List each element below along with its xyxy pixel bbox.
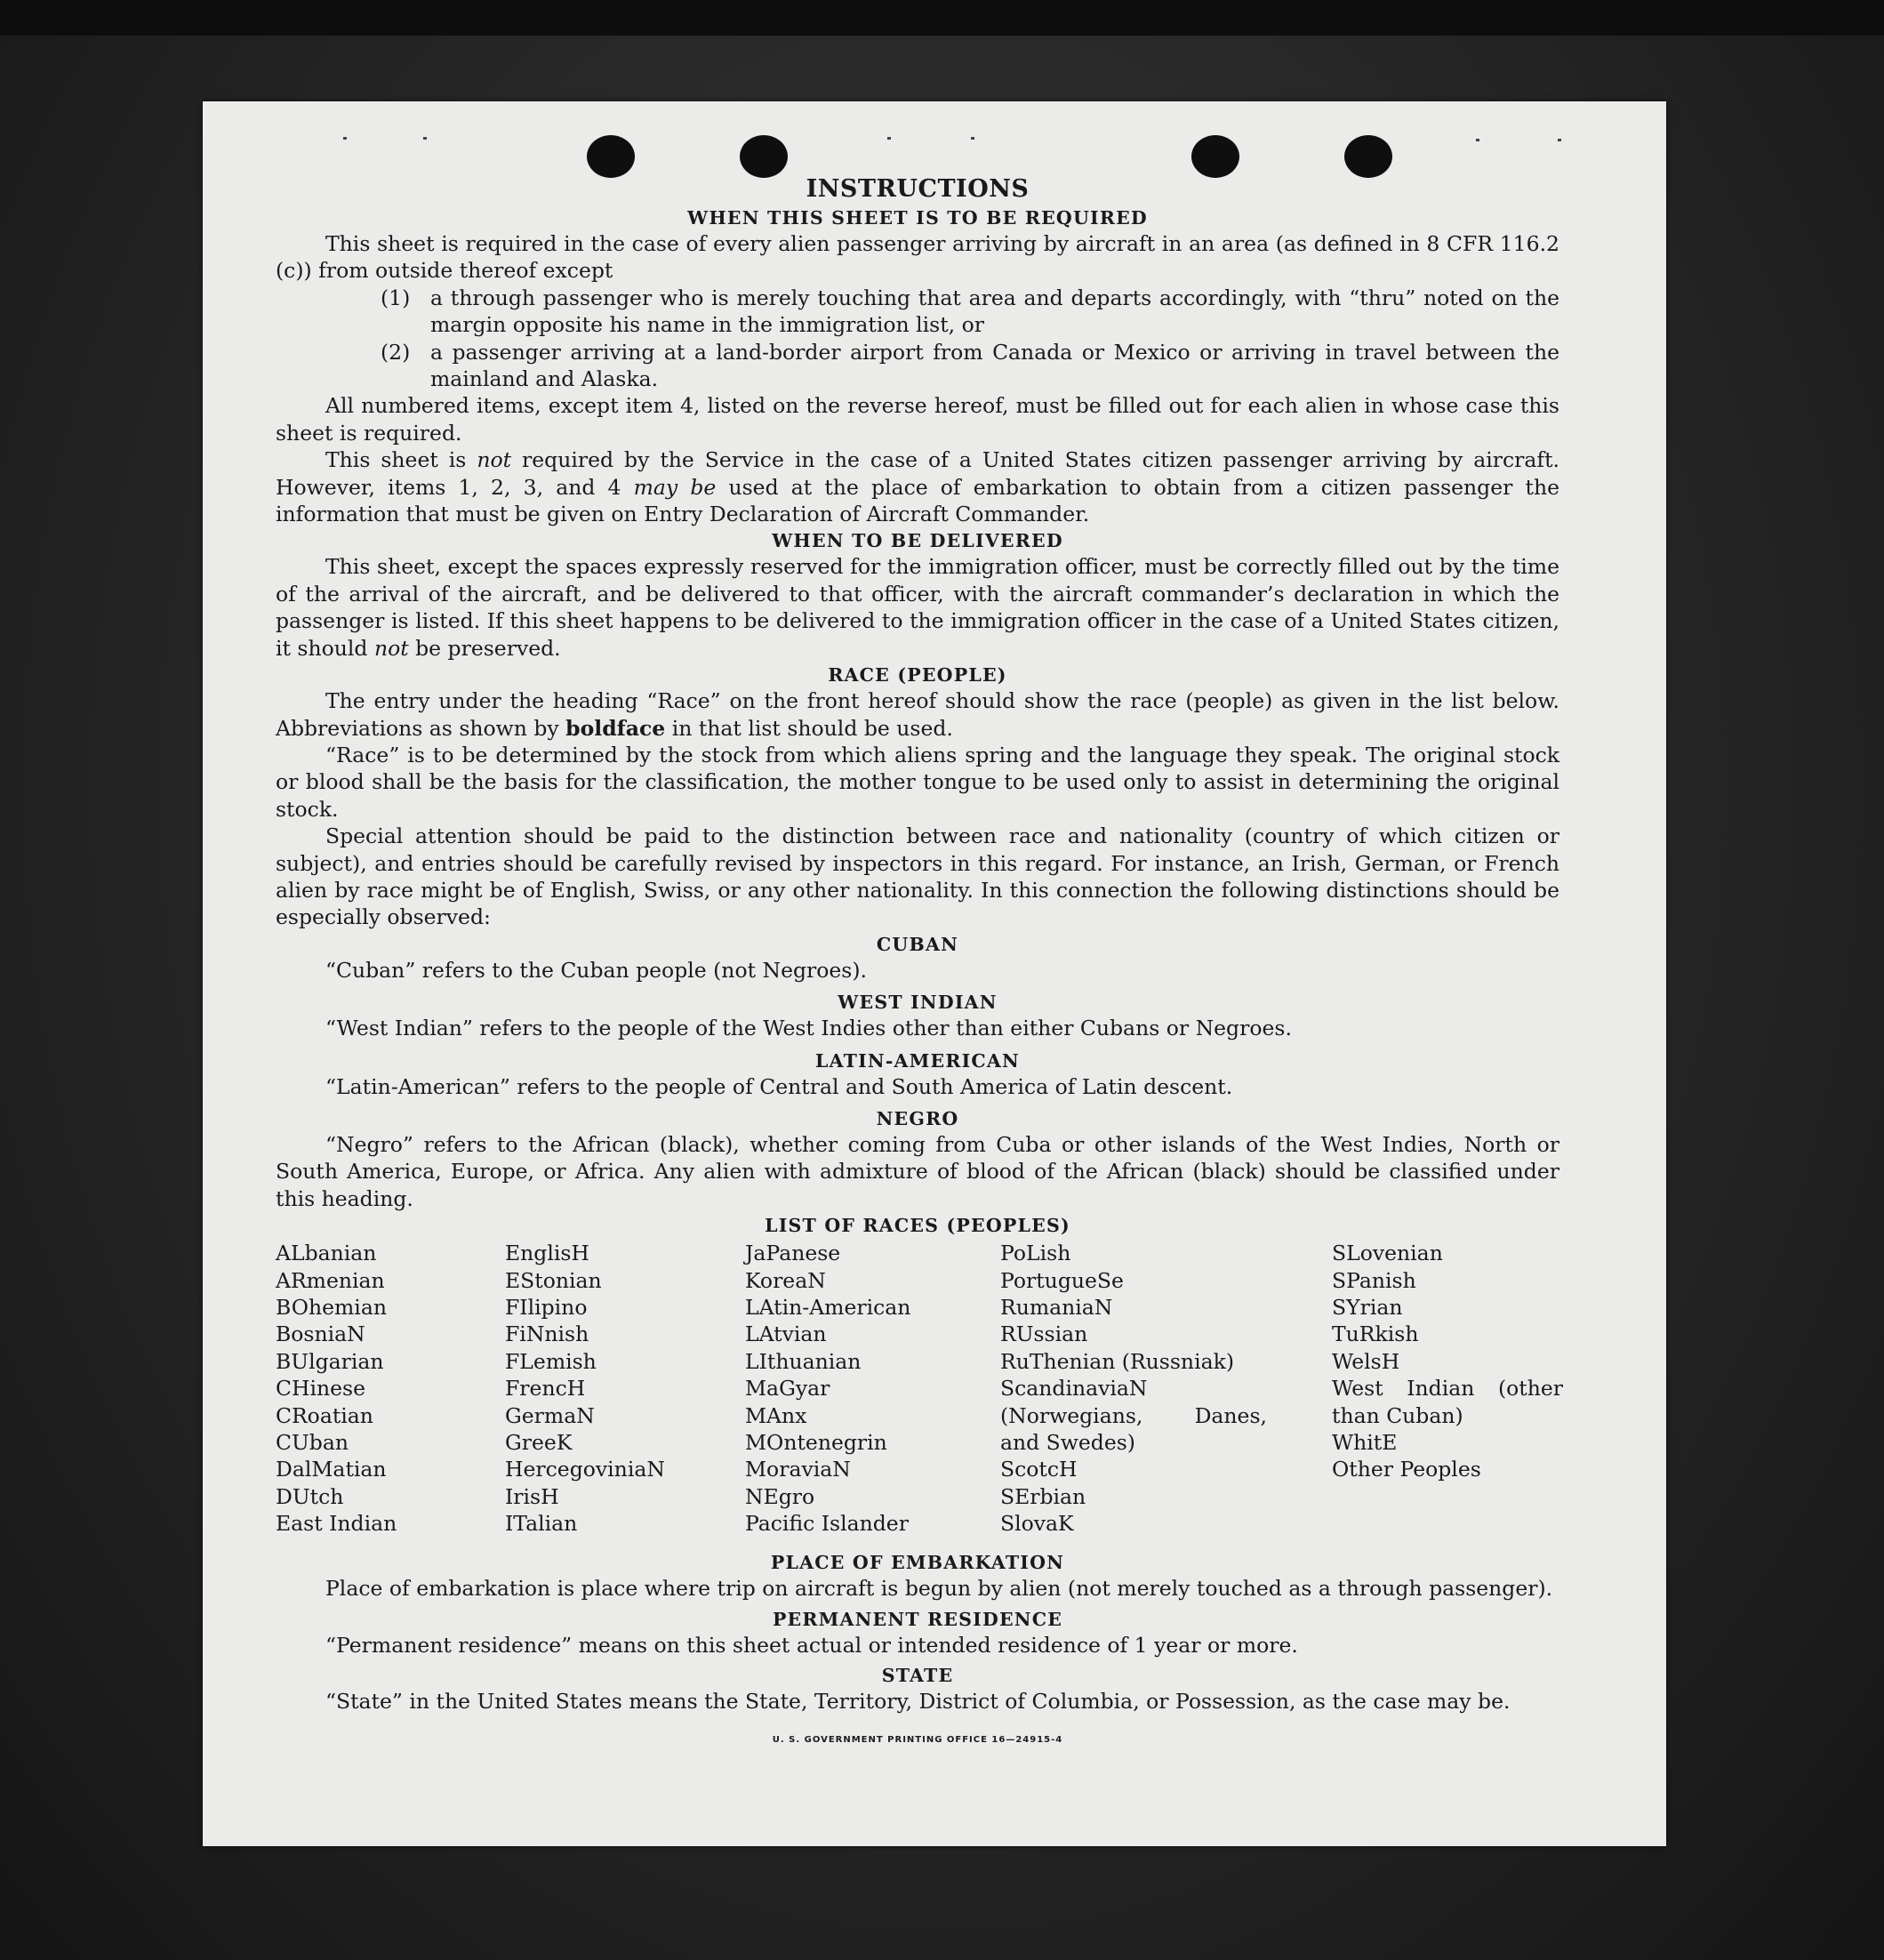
- heading-latin-american: LATIN-AMERICAN: [815, 1049, 1020, 1072]
- heading-race: RACE (PEOPLE): [828, 664, 1007, 687]
- page-title: INSTRUCTIONS: [806, 175, 1030, 203]
- race-column-5: [1332, 1240, 1563, 1483]
- punch-hole-4: [1344, 135, 1392, 178]
- race-item: FIlipino: [505, 1295, 588, 1320]
- race-item: MoraviaN: [745, 1457, 851, 1482]
- heading-west-indian: WEST INDIAN: [838, 992, 998, 1014]
- scan-speck: [887, 137, 891, 140]
- text-run: required by the Service in the case of a United States citizen passenger arriving by aircraft. However, items 1, 2, 3, and 4: [276, 447, 1559, 500]
- race-item: SErbian: [1000, 1483, 1086, 1509]
- text-run: The entry under the heading “Race” on the front hereof should show the race (people) as given in the list below. Abbreviations as shown by: [276, 688, 1559, 741]
- italic-may-be: may be: [633, 474, 717, 500]
- paragraph-citizen: [276, 446, 1559, 527]
- race-item-west-indian: West Indian (other than Cuban): [1332, 1376, 1563, 1428]
- paragraph-cuban: “Cuban” refers to the Cuban people (not Negroes).: [325, 957, 868, 983]
- text-run: used at the place of embarkation to obtain from a citizen passenger the information that must be given on Entry Declaration of Aircraft Commander.: [276, 474, 1560, 527]
- race-item: ARmenian: [276, 1267, 385, 1293]
- italic-not: not: [477, 447, 512, 473]
- race-item: East Indian: [276, 1511, 397, 1537]
- race-item: IrisH: [505, 1483, 559, 1509]
- race-list: [276, 1240, 1563, 1549]
- race-item: MOntenegrin: [745, 1430, 887, 1456]
- item-text: a passenger arriving at a land-border airport from Canada or Mexico or arriving in travel between the mainland and Alaska.: [430, 339, 1559, 392]
- race-item: FrencH: [505, 1376, 586, 1402]
- heading-list-of-races: LIST OF RACES (PEOPLES): [765, 1215, 1070, 1237]
- race-item: RumaniaN: [1000, 1295, 1113, 1320]
- paragraph-delivered: [276, 553, 1559, 662]
- race-item: PoLish: [1000, 1241, 1071, 1266]
- race-column-4: [1000, 1240, 1267, 1537]
- race-item: CUban: [276, 1430, 349, 1456]
- italic-not: not: [373, 635, 409, 661]
- paragraph-residence: “Permanent residence” means on this sheet actual or intended residence of 1 year or more.: [325, 1632, 1298, 1658]
- printing-office-footer: U. S. GOVERNMENT PRINTING OFFICE 16—24915-4: [772, 1735, 1063, 1746]
- race-item: Pacific Islander: [745, 1511, 909, 1537]
- race-item: EnglisH: [505, 1241, 589, 1266]
- scan-speck: [423, 137, 427, 140]
- race-item: RuThenian (Russniak): [1000, 1348, 1234, 1374]
- paragraph-state: “State” in the United States means the State, Territory, District of Columbia, or Possession, as the case may be.: [325, 1689, 1511, 1714]
- heading-place-of-embarkation: PLACE OF EMBARKATION: [770, 1552, 1065, 1574]
- document-page: [203, 101, 1666, 1846]
- race-item: FLemish: [505, 1348, 597, 1374]
- race-item: FiNnish: [505, 1321, 589, 1347]
- scan-speck: [1476, 139, 1479, 141]
- race-item: MAnx: [745, 1402, 807, 1428]
- heading-when-delivered: WHEN TO BE DELIVERED: [772, 530, 1063, 552]
- heading-cuban: CUBAN: [876, 933, 959, 955]
- heading-state: STATE: [881, 1665, 954, 1686]
- paragraph-race-stock: “Race” is to be determined by the stock from which aliens spring and the language they speak. The original stock or blood shall be the basis for the classification, the mother tongue to be used only to assist in determining the original stock.: [276, 742, 1559, 822]
- punch-hole-2: [740, 135, 788, 178]
- paragraph-race-distinction: Special attention should be paid to the distinction between race and nationality (country of which citizen or subject), and entries should be carefully revised by inspectors in this regard. For instance, an Irish, German, or French alien by race might be of English, Swiss, or any other nationality. In this connection the following distinctions should be especially observed:: [276, 823, 1559, 930]
- paragraph-embarkation: Place of embarkation is place where trip on aircraft is begun by alien (not merely touched as a through passenger).: [325, 1576, 1553, 1602]
- race-item: MaGyar: [745, 1376, 830, 1402]
- exception-item-1: [381, 285, 1559, 339]
- punch-hole-3: [1191, 135, 1239, 178]
- race-item: LAtin-American: [745, 1295, 911, 1320]
- race-item: CRoatian: [276, 1402, 373, 1428]
- scan-speck: [343, 137, 347, 140]
- race-item: ALbanian: [276, 1241, 377, 1266]
- race-item: DalMatian: [276, 1457, 387, 1482]
- scan-speck: [1558, 139, 1561, 141]
- item-text: a through passenger who is merely touching that area and departs accordingly, with “thru” noted on the margin opposite his name in the immigration list, or: [430, 285, 1559, 338]
- race-item: BUlgarian: [276, 1348, 384, 1374]
- paragraph-west-indian: “West Indian” refers to the people of the West Indies other than either Cubans or Negroes.: [325, 1016, 1292, 1041]
- race-item: SPanish: [1332, 1267, 1416, 1293]
- race-item: TuRkish: [1332, 1321, 1419, 1347]
- race-column-2: [505, 1240, 736, 1537]
- heading-when-required: WHEN THIS SHEET IS TO BE REQUIRED: [687, 207, 1148, 229]
- paragraph-required-intro: This sheet is required in the case of every alien passenger arriving by aircraft in an area (as defined in 8 CFR 116.2 (c)) from outside thereof except: [276, 231, 1559, 284]
- scan-border: [0, 0, 1884, 36]
- text-run: in that list should be used.: [665, 715, 953, 741]
- paragraph-numbered-items: All numbered items, except item 4, listed on the reverse hereof, must be filled out for each alien in whose case this sheet is required.: [276, 393, 1559, 446]
- race-item: HercegoviniaN: [505, 1457, 665, 1482]
- race-item: ScotcH: [1000, 1457, 1078, 1482]
- race-item: KoreaN: [745, 1267, 826, 1293]
- race-item: DUtch: [276, 1483, 344, 1509]
- race-item: SYrian: [1332, 1295, 1403, 1320]
- race-item: RUssian: [1000, 1321, 1088, 1347]
- race-item: CHinese: [276, 1376, 365, 1402]
- race-item: PortugueSe: [1000, 1267, 1124, 1293]
- text-run: This sheet is: [325, 447, 477, 473]
- text-run: This sheet, except the spaces expressly reserved for the immigration officer, must be correctly filled out by the time of the arrival of the aircraft, and be delivered to that officer, with the aircraft commander’s declaration in which the passenger is listed. If this sheet happens to be delivered to the immigration officer in the case of a United States citizen, it should: [276, 554, 1559, 661]
- race-item: WhitE: [1332, 1430, 1398, 1456]
- race-item: GreeK: [505, 1430, 573, 1456]
- race-item: GermaN: [505, 1402, 595, 1428]
- race-item: ITalian: [505, 1511, 578, 1537]
- scan-speck: [971, 137, 974, 140]
- bold-boldface: boldface: [565, 715, 666, 741]
- race-item: LAtvian: [745, 1321, 827, 1347]
- race-item: Other Peoples: [1332, 1457, 1481, 1482]
- race-item: LIthuanian: [745, 1348, 862, 1374]
- text-run: be preserved.: [408, 635, 561, 661]
- race-item: EStonian: [505, 1267, 602, 1293]
- punch-hole-1: [587, 135, 635, 178]
- heading-negro: NEGRO: [876, 1107, 959, 1129]
- race-item: NEgro: [745, 1483, 815, 1509]
- race-item: BOhemian: [276, 1295, 387, 1320]
- paragraph-negro: “Negro” refers to the African (black), whether coming from Cuba or other islands of the West Indies, North or South America, Europe, or Africa. Any alien with admixture of blood of the African (black) should be classified under this heading.: [276, 1131, 1559, 1211]
- race-item: SLovenian: [1332, 1241, 1443, 1266]
- exception-item-2: [381, 339, 1559, 393]
- race-item: JaPanese: [745, 1241, 841, 1266]
- race-column-1: [276, 1240, 498, 1537]
- race-item: WelsH: [1332, 1348, 1400, 1374]
- race-item-scandinavian: ScandinaviaN (Norwegians, Danes, and Swedes): [1000, 1376, 1267, 1456]
- heading-permanent-residence: PERMANENT RESIDENCE: [772, 1608, 1063, 1630]
- item-number: (2): [381, 339, 411, 365]
- instructions-content: [276, 174, 1563, 1755]
- race-item: SlovaK: [1000, 1511, 1074, 1537]
- race-item: BosniaN: [276, 1321, 365, 1347]
- race-column-3: [745, 1240, 985, 1537]
- item-number: (1): [381, 285, 411, 310]
- paragraph-race-entry: [276, 687, 1559, 742]
- paragraph-latin-american: “Latin-American” refers to the people of Central and South America of Latin descent.: [325, 1073, 1233, 1099]
